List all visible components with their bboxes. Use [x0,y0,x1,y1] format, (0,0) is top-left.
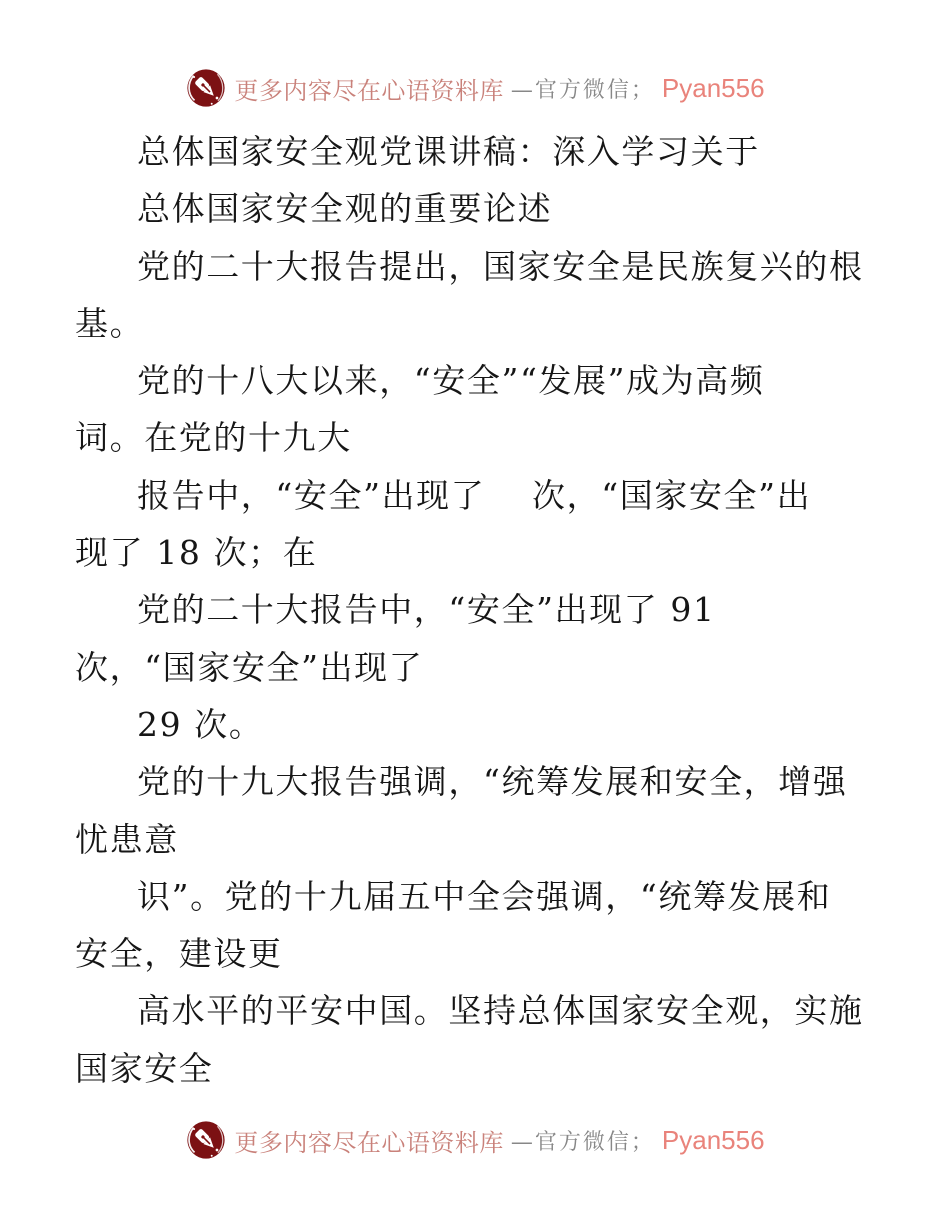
document-body [75,123,875,1097]
document-line: 次，“国家安全”出现了 [75,647,424,687]
document-line: 党的十九大报告强调，“统筹发展和安全，增强 [137,762,848,802]
document-line: 基。 [75,303,145,343]
watermark-wechat-label: —官方微信； [510,77,655,103]
watermark-brand-text: 更多内容尽在心语资料库 [234,76,504,105]
document-line: 报告中，“安全”出现了 次，“国家安全”出 [137,475,812,515]
watermark-wechat-id: Pyan556 [661,72,765,103]
document-line: 总体国家安全观的重要论述 [137,189,553,229]
document-line: 总体国家安全观党课讲稿：深入学习关于 [137,132,760,171]
document-line: 词。在党的十九大 [75,418,352,458]
document-line: 国家安全 [75,1048,214,1088]
brand-pen-logo-icon [185,1119,227,1161]
document-line: 高水平的平安中国。坚持总体国家安全观，实施 [137,991,864,1031]
watermark-brand-text: 更多内容尽在心语资料库 [234,1128,504,1157]
document-line: 识”。党的十九届五中全会强调，“统筹发展和 [137,876,832,916]
watermark-wechat-id: Pyan556 [661,1124,765,1155]
header-watermark [0,66,950,110]
document-line: 29 次。 [137,704,264,744]
document-line: 党的二十大报告提出，国家安全是民族复兴的根 [137,246,864,286]
document-line: 党的十八大以来，“安全”“发展”成为高频 [137,361,765,401]
brand-pen-logo-icon [185,67,227,109]
document-line: 现了 18 次；在 [75,533,318,573]
document-line: 安全，建设更 [75,934,283,974]
document-line: 忧患意 [75,819,179,859]
watermark-wechat-label: —官方微信； [510,1129,655,1155]
document-line: 党的二十大报告中，“安全”出现了 91 [137,590,716,630]
footer-watermark [0,1118,950,1162]
